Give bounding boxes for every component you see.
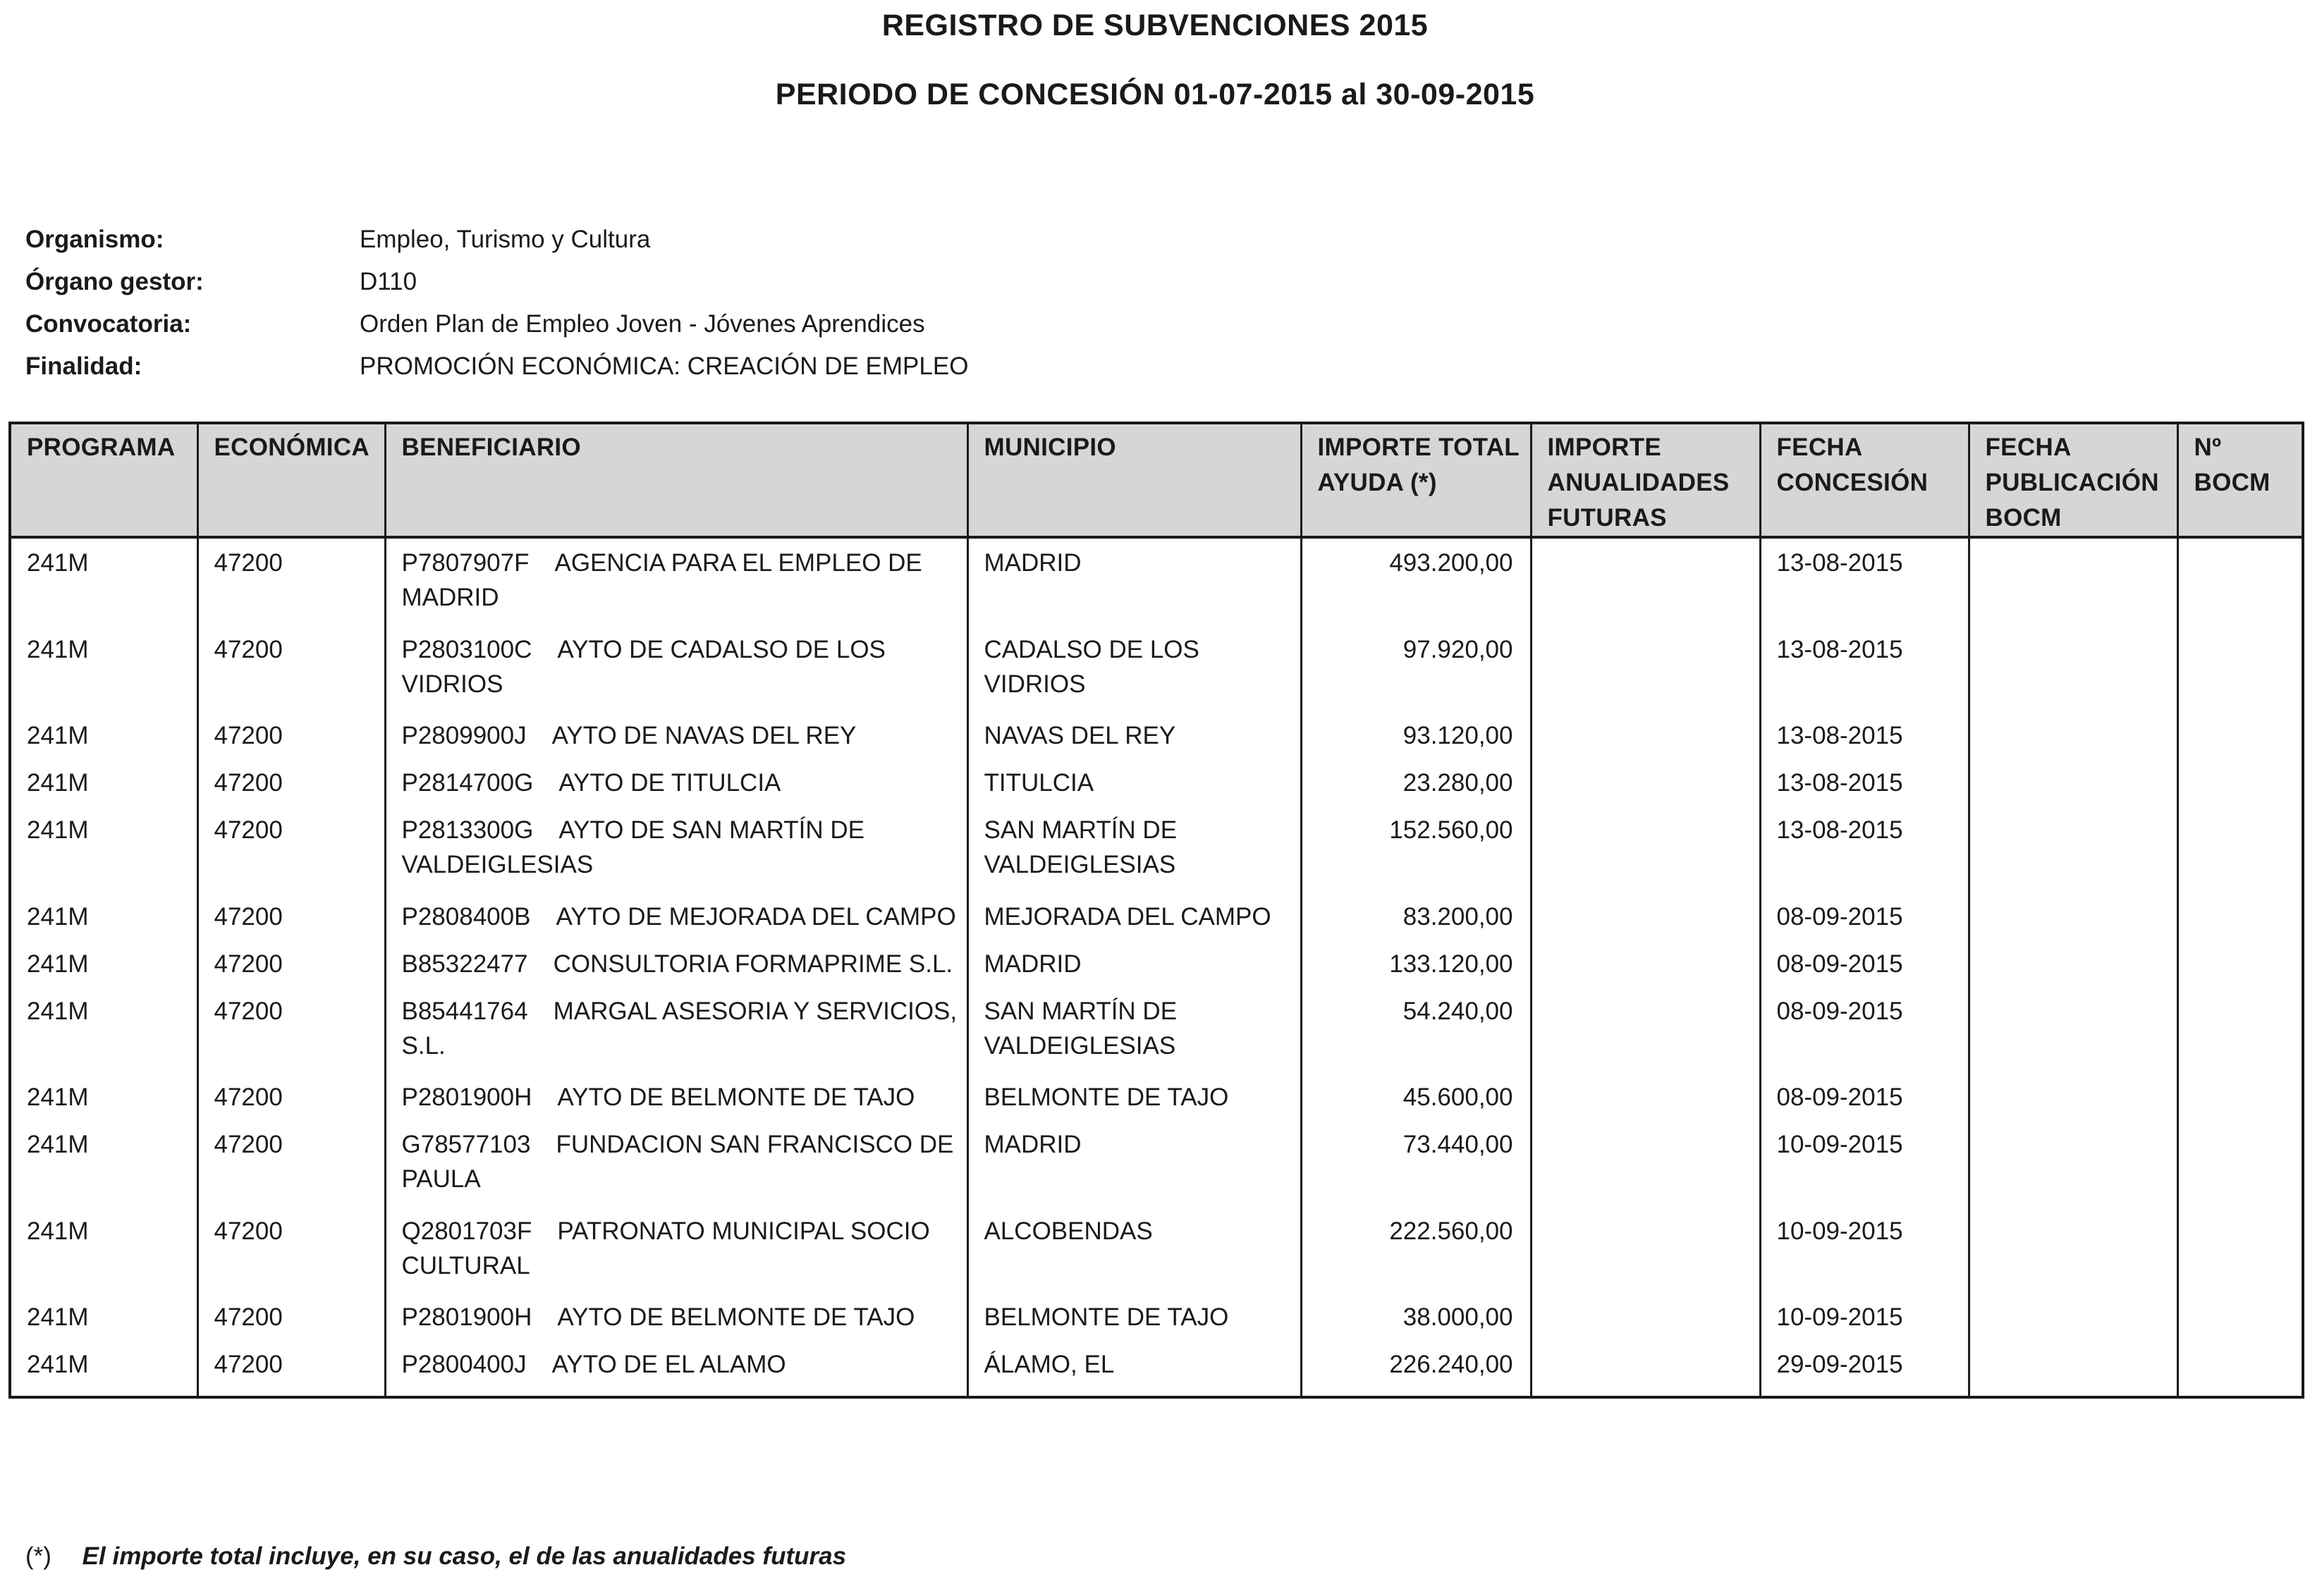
cell-importe-total: 226.240,00	[1301, 1340, 1531, 1387]
cell-beneficiario	[385, 1293, 967, 1340]
cell-importe-anualidades	[1531, 806, 1760, 892]
beneficiary-tax-id: P2801900H	[401, 1303, 532, 1332]
cell-fecha-publicacion	[1969, 1340, 2177, 1387]
cell-programa: 241M	[27, 1351, 89, 1379]
cell-economica: 47200	[197, 940, 385, 987]
cell-numero-bocm	[2177, 892, 2303, 940]
beneficiary-tax-id: P7807907F	[401, 549, 530, 577]
cell-beneficiario	[385, 1340, 967, 1387]
beneficiary-name: PATRONATO MUNICIPAL SOCIO CULTURAL	[401, 1217, 930, 1279]
cell-importe-total: 93.120,00	[1301, 711, 1531, 759]
cell-municipio: ÁLAMO, EL	[967, 1340, 1301, 1387]
meta-value: Empleo, Turismo y Cultura	[360, 226, 651, 253]
cell-municipio: TITULCIA	[967, 759, 1301, 806]
cell-municipio: BELMONTE DE TAJO	[967, 1293, 1301, 1340]
cell-fecha-publicacion	[1969, 625, 2177, 712]
table-row	[10, 625, 2303, 712]
meta-label: Órgano gestor:	[25, 268, 204, 295]
cell-programa: 241M	[27, 635, 89, 663]
cell-economica: 47200	[197, 1340, 385, 1387]
beneficiary-name: AYTO DE CADALSO DE LOS VIDRIOS	[401, 635, 886, 698]
cell-economica: 47200	[197, 892, 385, 940]
beneficiary-tax-id: P2800400J	[401, 1351, 527, 1379]
beneficiary-tax-id: P2814700G	[401, 769, 534, 797]
cell-fecha-publicacion	[1969, 759, 2177, 806]
beneficiary-tax-id: B85441764	[401, 997, 528, 1025]
footnote	[25, 1542, 846, 1571]
table-row	[10, 806, 2303, 892]
cell-beneficiario	[385, 1120, 967, 1207]
cell-beneficiario	[385, 987, 967, 1074]
meta-label: Organismo:	[25, 226, 164, 253]
column-header-importe-anualidades: IMPORTE ANUALIDADES FUTURAS	[1531, 423, 1760, 537]
cell-fecha-concesion: 13-08-2015	[1760, 806, 1969, 892]
subsidies-table	[8, 422, 2304, 1399]
cell-fecha-concesion: 08-09-2015	[1760, 892, 1969, 940]
cell-importe-total: 73.440,00	[1301, 1120, 1531, 1207]
cell-fecha-concesion: 10-09-2015	[1760, 1120, 1969, 1207]
beneficiary-tax-id: P2803100C	[401, 635, 532, 663]
cell-fecha-publicacion	[1969, 1120, 2177, 1207]
cell-economica: 47200	[197, 806, 385, 892]
cell-municipio: MADRID	[967, 940, 1301, 987]
document-title: REGISTRO DE SUBVENCIONES 2015	[881, 8, 1429, 42]
cell-municipio: MADRID	[967, 537, 1301, 625]
cell-beneficiario	[385, 806, 967, 892]
cell-economica: 47200	[197, 1207, 385, 1294]
cell-programa: 241M	[27, 816, 89, 845]
table-row	[10, 537, 2303, 625]
cell-municipio: MADRID	[967, 1120, 1301, 1207]
cell-numero-bocm	[2177, 1073, 2303, 1120]
beneficiary-name: AYTO DE BELMONTE DE TAJO	[557, 1303, 915, 1332]
cell-programa: 241M	[27, 902, 89, 931]
cell-municipio: CADALSO DE LOS VIDRIOS	[967, 625, 1301, 712]
cell-fecha-publicacion	[1969, 711, 2177, 759]
cell-importe-anualidades	[1531, 940, 1760, 987]
empty-cell	[1760, 1387, 1969, 1397]
beneficiary-name: AYTO DE TITULCIA	[558, 769, 781, 797]
table-row	[10, 1207, 2303, 1294]
cell-numero-bocm	[2177, 987, 2303, 1074]
cell-fecha-concesion: 10-09-2015	[1760, 1207, 1969, 1294]
cell-numero-bocm	[2177, 711, 2303, 759]
empty-cell	[2177, 1387, 2303, 1397]
cell-fecha-concesion: 13-08-2015	[1760, 625, 1969, 712]
column-header-economica: ECONÓMICA	[197, 423, 385, 537]
cell-programa: 241M	[27, 1084, 89, 1112]
cell-economica: 47200	[197, 987, 385, 1074]
cell-fecha-publicacion	[1969, 806, 2177, 892]
cell-numero-bocm	[2177, 537, 2303, 625]
cell-beneficiario	[385, 940, 967, 987]
table-row	[10, 759, 2303, 806]
cell-fecha-concesion: 13-08-2015	[1760, 759, 1969, 806]
cell-programa: 241M	[27, 769, 89, 797]
beneficiary-name: AYTO DE EL ALAMO	[551, 1351, 786, 1379]
cell-numero-bocm	[2177, 625, 2303, 712]
table-row	[10, 711, 2303, 759]
cell-municipio: SAN MARTÍN DE VALDEIGLESIAS	[967, 987, 1301, 1074]
cell-importe-anualidades	[1531, 537, 1760, 625]
beneficiary-name: FUNDACION SAN FRANCISCO DE PAULA	[401, 1131, 954, 1193]
cell-numero-bocm	[2177, 1340, 2303, 1387]
meta-label: Convocatoria:	[25, 310, 192, 338]
cell-fecha-concesion: 08-09-2015	[1760, 987, 1969, 1074]
beneficiary-tax-id: B85322477	[401, 950, 528, 978]
cell-municipio: BELMONTE DE TAJO	[967, 1073, 1301, 1120]
beneficiary-name: AYTO DE NAVAS DEL REY	[551, 722, 857, 750]
cell-programa: 241M	[27, 722, 89, 750]
beneficiary-tax-id: Q2801703F	[401, 1217, 532, 1245]
cell-economica: 47200	[197, 1120, 385, 1207]
cell-numero-bocm	[2177, 1120, 2303, 1207]
cell-programa: 241M	[27, 950, 89, 978]
cell-municipio: MEJORADA DEL CAMPO	[967, 892, 1301, 940]
cell-fecha-concesion: 13-08-2015	[1760, 537, 1969, 625]
cell-importe-total: 23.280,00	[1301, 759, 1531, 806]
empty-cell	[967, 1387, 1301, 1397]
table-header	[10, 423, 2303, 537]
beneficiary-tax-id: P2801900H	[401, 1084, 532, 1112]
cell-importe-anualidades	[1531, 892, 1760, 940]
cell-beneficiario	[385, 892, 967, 940]
cell-beneficiario	[385, 625, 967, 712]
table-row	[10, 892, 2303, 940]
cell-fecha-publicacion	[1969, 1073, 2177, 1120]
cell-programa: 241M	[27, 549, 89, 577]
cell-fecha-concesion: 08-09-2015	[1760, 940, 1969, 987]
cell-beneficiario	[385, 1073, 967, 1120]
cell-importe-anualidades	[1531, 987, 1760, 1074]
cell-fecha-concesion: 08-09-2015	[1760, 1073, 1969, 1120]
cell-numero-bocm	[2177, 1207, 2303, 1294]
table-row	[10, 1340, 2303, 1387]
beneficiary-name: AYTO DE MEJORADA DEL CAMPO	[556, 902, 956, 931]
column-header-numero-bocm: Nº BOCM	[2177, 423, 2303, 537]
cell-fecha-publicacion	[1969, 537, 2177, 625]
table-row	[10, 1073, 2303, 1120]
footnote-mark: (*)	[25, 1542, 51, 1570]
cell-numero-bocm	[2177, 806, 2303, 892]
cell-importe-anualidades	[1531, 1340, 1760, 1387]
concession-period: PERIODO DE CONCESIÓN 01-07-2015 al 30-09-2015	[775, 78, 1535, 111]
table-row	[10, 940, 2303, 987]
footnote-text: El importe total incluye, en su caso, el de las anualidades futuras	[82, 1542, 847, 1570]
cell-beneficiario	[385, 711, 967, 759]
cell-importe-total: 54.240,00	[1301, 987, 1531, 1074]
cell-programa: 241M	[27, 1303, 89, 1332]
empty-cell	[385, 1387, 967, 1397]
cell-importe-total: 133.120,00	[1301, 940, 1531, 987]
cell-economica: 47200	[197, 759, 385, 806]
cell-importe-total: 45.600,00	[1301, 1073, 1531, 1120]
cell-importe-anualidades	[1531, 1120, 1760, 1207]
cell-numero-bocm	[2177, 759, 2303, 806]
beneficiary-name: CONSULTORIA FORMAPRIME S.L.	[553, 950, 953, 978]
cell-importe-total: 97.920,00	[1301, 625, 1531, 712]
table-filler-row	[10, 1387, 2303, 1397]
cell-importe-anualidades	[1531, 625, 1760, 712]
cell-importe-anualidades	[1531, 1293, 1760, 1340]
cell-programa: 241M	[27, 1217, 89, 1245]
cell-importe-anualidades	[1531, 759, 1760, 806]
cell-economica: 47200	[197, 1073, 385, 1120]
cell-fecha-publicacion	[1969, 1207, 2177, 1294]
cell-importe-total: 152.560,00	[1301, 806, 1531, 892]
column-header-beneficiario: BENEFICIARIO	[385, 423, 967, 537]
cell-fecha-publicacion	[1969, 987, 2177, 1074]
cell-municipio: SAN MARTÍN DE VALDEIGLESIAS	[967, 806, 1301, 892]
table-row	[10, 1120, 2303, 1207]
column-header-importe-total: IMPORTE TOTAL AYUDA (*)	[1301, 423, 1531, 537]
cell-numero-bocm	[2177, 940, 2303, 987]
cell-programa: 241M	[27, 1131, 89, 1159]
table-row	[10, 1293, 2303, 1340]
cell-fecha-concesion: 10-09-2015	[1760, 1293, 1969, 1340]
beneficiary-tax-id: P2813300G	[401, 816, 534, 845]
cell-beneficiario	[385, 759, 967, 806]
cell-municipio: NAVAS DEL REY	[967, 711, 1301, 759]
column-header-programa: PROGRAMA	[10, 423, 197, 537]
cell-beneficiario	[385, 537, 967, 625]
cell-economica: 47200	[197, 711, 385, 759]
empty-cell	[197, 1387, 385, 1397]
beneficiary-tax-id: P2808400B	[401, 902, 531, 931]
beneficiary-tax-id: G78577103	[401, 1131, 531, 1159]
beneficiary-tax-id: P2809900J	[401, 722, 527, 750]
cell-beneficiario	[385, 1207, 967, 1294]
cell-importe-total: 83.200,00	[1301, 892, 1531, 940]
cell-importe-total: 38.000,00	[1301, 1293, 1531, 1340]
cell-numero-bocm	[2177, 1293, 2303, 1340]
cell-fecha-publicacion	[1969, 892, 2177, 940]
beneficiary-name: AYTO DE SAN MARTÍN DE VALDEIGLESIAS	[401, 816, 865, 879]
table-row	[10, 987, 2303, 1074]
empty-cell	[1531, 1387, 1760, 1397]
meta-label: Finalidad:	[25, 352, 142, 380]
cell-municipio: ALCOBENDAS	[967, 1207, 1301, 1294]
cell-importe-total: 493.200,00	[1301, 537, 1531, 625]
cell-fecha-publicacion	[1969, 940, 2177, 987]
cell-fecha-publicacion	[1969, 1293, 2177, 1340]
beneficiary-name: MARGAL ASESORIA Y SERVICIOS, S.L.	[401, 997, 958, 1060]
cell-economica: 47200	[197, 537, 385, 625]
cell-importe-total: 222.560,00	[1301, 1207, 1531, 1294]
column-header-fecha-concesion: FECHA CONCESIÓN	[1760, 423, 1969, 537]
beneficiary-name: AGENCIA PARA EL EMPLEO DE MADRID	[401, 549, 922, 611]
empty-cell	[1969, 1387, 2177, 1397]
cell-programa: 241M	[27, 997, 89, 1025]
cell-importe-anualidades	[1531, 1073, 1760, 1120]
cell-fecha-concesion: 29-09-2015	[1760, 1340, 1969, 1387]
empty-cell	[10, 1387, 197, 1397]
meta-value: D110	[360, 268, 417, 295]
cell-importe-anualidades	[1531, 1207, 1760, 1294]
meta-value: PROMOCIÓN ECONÓMICA: CREACIÓN DE EMPLEO	[360, 352, 969, 380]
beneficiary-name: AYTO DE BELMONTE DE TAJO	[557, 1084, 915, 1112]
cell-fecha-concesion: 13-08-2015	[1760, 711, 1969, 759]
cell-importe-anualidades	[1531, 711, 1760, 759]
meta-value: Orden Plan de Empleo Joven - Jóvenes Aprendices	[360, 310, 925, 338]
cell-economica: 47200	[197, 625, 385, 712]
column-header-municipio: MUNICIPIO	[967, 423, 1301, 537]
table-body	[10, 537, 2303, 1397]
column-header-fecha-publicacion: FECHA PUBLICACIÓN BOCM	[1969, 423, 2177, 537]
empty-cell	[1301, 1387, 1531, 1397]
cell-economica: 47200	[197, 1293, 385, 1340]
